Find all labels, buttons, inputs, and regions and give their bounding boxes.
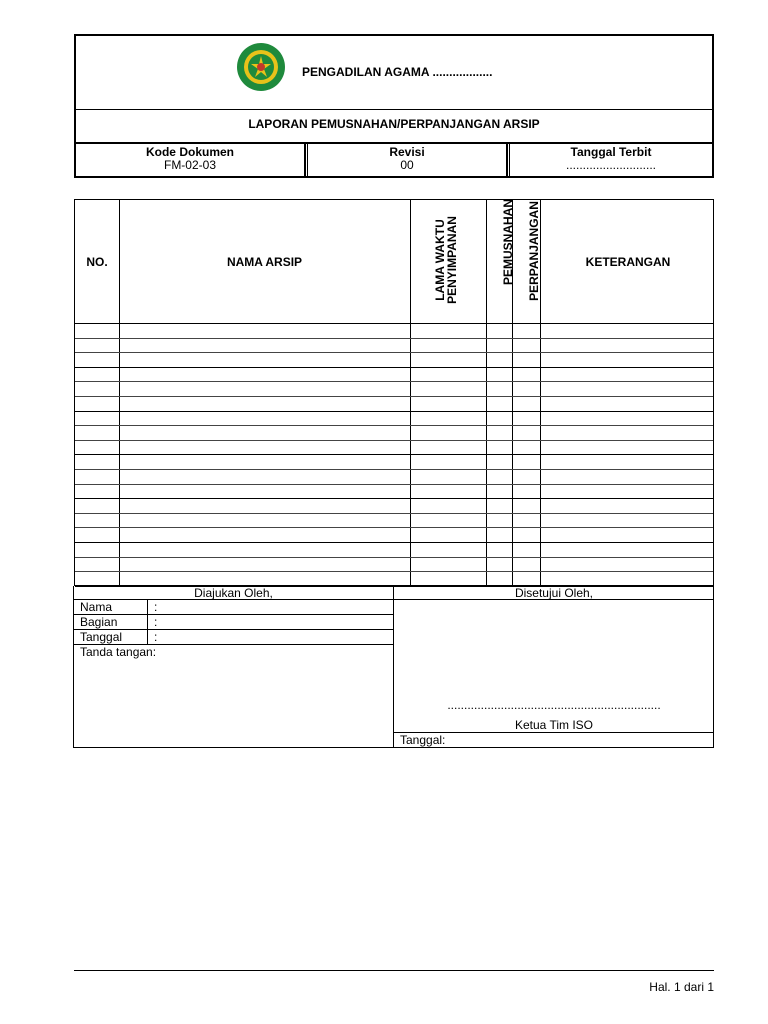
column-header-lama-line1: LAMA WAKTU <box>433 219 447 301</box>
court-name: PENGADILAN AGAMA .................. <box>302 65 493 79</box>
table-row <box>75 323 713 324</box>
table-row <box>75 381 713 382</box>
page-number: Hal. 1 dari 1 <box>649 980 714 994</box>
label-divider <box>147 600 148 644</box>
submitted-by-label: Diajukan Oleh, <box>194 586 273 600</box>
table-row <box>75 498 713 499</box>
table-row <box>75 411 713 412</box>
archive-table <box>74 199 714 586</box>
table-row <box>75 352 713 353</box>
column-header-lama-line2: PENYIMPANAN <box>445 216 459 304</box>
table-row <box>75 367 713 368</box>
approver-date-label: Tanggal: <box>400 733 446 747</box>
table-row <box>75 571 713 572</box>
kode-dokumen-cell <box>76 142 304 178</box>
tanggal-label: Tanggal <box>80 630 123 644</box>
tanggal-terbit-cell <box>510 142 712 178</box>
nama-colon: : <box>154 600 158 614</box>
footer-divider <box>74 970 714 971</box>
document-title: LAPORAN PEMUSNAHAN/PERPANJANGAN ARSIP <box>248 117 540 131</box>
table-row <box>75 484 713 485</box>
table-row <box>75 542 713 543</box>
approved-by-label: Disetujui Oleh, <box>514 586 594 600</box>
column-header-perpanjangan: PERPANJANGAN <box>527 201 541 301</box>
tanggal-colon: : <box>154 630 158 644</box>
bagian-colon: : <box>154 615 158 629</box>
table-row <box>75 527 713 528</box>
column-header-keterangan: KETERANGAN <box>585 255 671 269</box>
revisi-cell <box>308 142 506 178</box>
table-row <box>75 396 713 397</box>
kode-dokumen-value: FM-02-03 <box>163 158 216 172</box>
court-logo-icon <box>236 42 286 92</box>
approver-title: Ketua Tim ISO <box>514 718 594 732</box>
approval-section <box>73 586 714 748</box>
column-header-lama-waktu <box>434 215 458 305</box>
table-row <box>75 469 713 470</box>
table-row <box>75 454 713 455</box>
revisi-label: Revisi <box>389 145 425 159</box>
header-title-row <box>76 109 712 144</box>
column-header-nama-arsip: NAMA ARSIP <box>226 255 303 269</box>
header-meta-row <box>76 142 712 178</box>
tanggal-terbit-label: Tanggal Terbit <box>570 145 652 159</box>
row-divider <box>74 614 393 615</box>
revisi-value: 00 <box>400 158 414 172</box>
signature-line: ................................................................ <box>447 698 661 712</box>
column-header-no: NO. <box>86 255 108 269</box>
tanggal-terbit-value: ........................... <box>565 158 657 172</box>
signature-label: Tanda tangan: <box>80 645 157 659</box>
bagian-label: Bagian <box>80 615 118 629</box>
kode-dokumen-label: Kode Dokumen <box>145 145 234 159</box>
document-header <box>74 34 714 178</box>
table-row <box>75 440 713 441</box>
table-row <box>75 513 713 514</box>
table-row <box>75 338 713 339</box>
header-court-row <box>76 36 712 110</box>
nama-label: Nama <box>80 600 113 614</box>
table-row <box>75 425 713 426</box>
column-header-pemusnahan: PEMUSNAHAN <box>501 199 515 286</box>
table-row <box>75 557 713 558</box>
